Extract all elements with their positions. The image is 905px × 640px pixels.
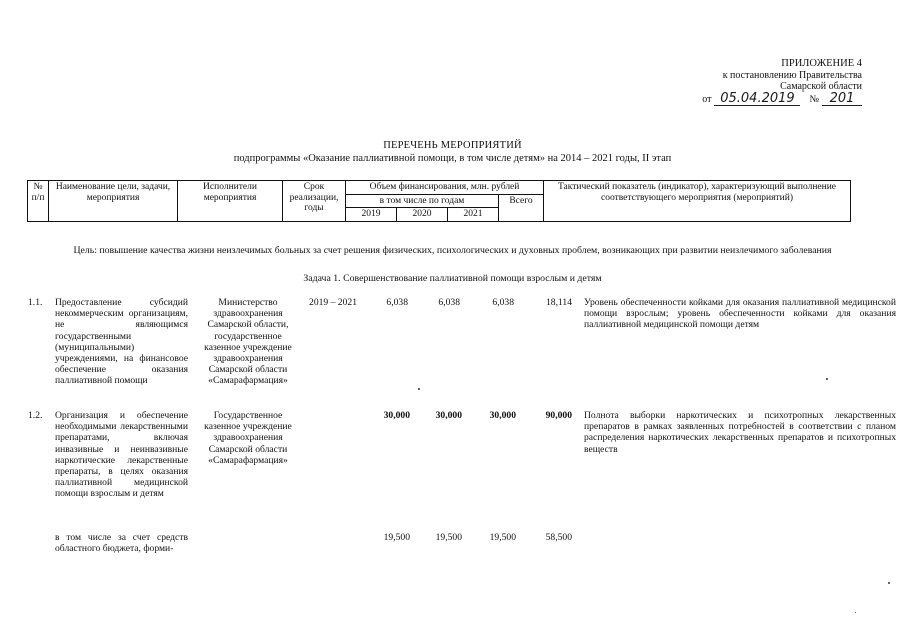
row-1-1-indicator: Уровень обеспеченности койками для оказания паллиативной медицинской помощи взрослым; уровень обеспеченности койками для оказания паллиативной медицинской помощи детям [584,297,896,331]
date-prefix: от [702,93,712,105]
header-term: Срок реализации, годы [283,181,346,222]
row-sub-total: 58,500 [545,532,572,543]
row-1-1-term: 2019 – 2021 [309,297,357,308]
row-1-2-2019: 30,000 [383,410,410,421]
number-prefix: № [809,93,819,105]
appendix-ref-line: к постановлению Правительства [722,69,862,81]
handwritten-date: 05.04.2019 [714,93,800,106]
appendix-block [640,58,862,106]
scan-speck [418,388,420,390]
appendix-title: ПРИЛОЖЕНИЕ 4 [781,58,862,69]
header-2021: 2021 [448,208,499,222]
row-1-2-executor: Государственное казенное учреждение здравоохранения Самарской области «Самарафармация» [204,410,292,466]
header-2020: 2020 [397,208,448,222]
row-1-1-name: Предоставление субсидий некоммерческим организациям, не являющимся государственными (муниципальными) учреждениями, на финансовое обеспечение оказания паллиативной помощи [55,297,188,387]
row-1-2-2020: 30,000 [435,410,462,421]
appendix-region-line: Самарской области [780,81,862,92]
header-num: № п/п [28,181,49,222]
header-executors: Исполнители мероприятия [178,181,283,222]
table-header [27,180,851,222]
goal-text: Цель: повышение качества жизни неизлечимых больных за счет решения физических, психологических и духовных проблем, возникающих при развитии неизлечимого заболевания [73,245,832,256]
row-sub-2019: 19,500 [383,532,410,543]
row-1-1-2021: 6,038 [492,297,514,308]
title-sub: подпрограммы «Оказание паллиативной помощи, в том числе детям» на 2014 – 2021 годы, II этап [233,153,672,164]
appendix-date-line [640,90,862,106]
row-1-2-indicator: Полнота выборки наркотических и психотропных лекарственных препаратов в рамках заявленных потребностей в соответствии с планом распределения наркотических лекарственных препаратов и психотропных веществ [584,410,896,455]
row-1-2-num: 1.2. [28,410,43,421]
header-total: Всего [499,194,544,221]
scan-speck [855,612,856,613]
row-1-2-total: 90,000 [545,410,572,421]
title-main: ПЕРЕЧЕНЬ МЕРОПРИЯТИЙ [383,140,522,151]
row-1-1-2019: 6,038 [386,297,408,308]
row-1-1-2020: 6,038 [438,297,460,308]
header-funding: Объем финансирования, млн. рублей [346,181,544,195]
handwritten-number: 201 [822,93,862,106]
row-1-2-name: Организация и обеспечение необходимыми лекарственными препаратами, включая инвазивные и неинвазивные наркотические лекарственные препараты, в целях оказания паллиативной медицинской помощи взрослым и детям [55,410,188,500]
scan-speck [888,582,890,584]
scan-speck [826,378,828,380]
row-1-1-num: 1.1. [28,297,43,308]
row-1-1-total: 18,114 [545,297,572,308]
row-sub-name: в том числе за счет средств областного бюджета, форми- [55,532,188,555]
header-by-years: в том числе по годам [346,194,499,208]
header-2019: 2019 [346,208,397,222]
header-name: Наименование цели, задачи, мероприятия [49,181,178,222]
header-indicator: Тактический показатель (индикатор), характеризующий выполнение соответствующего мероприятия (мероприятий) [544,181,851,222]
row-1-1-executor: Министерство здравоохранения Самарской области, государственное казенное учреждение здравоохранения Самарской области «Самарафармация» [204,297,292,387]
task-text: Задача 1. Совершенствование паллиативной помощи взрослым и детям [303,273,602,284]
row-1-2-2021: 30,000 [489,410,516,421]
row-sub-2020: 19,500 [435,532,462,543]
row-sub-2021: 19,500 [489,532,516,543]
document-title [0,139,905,165]
